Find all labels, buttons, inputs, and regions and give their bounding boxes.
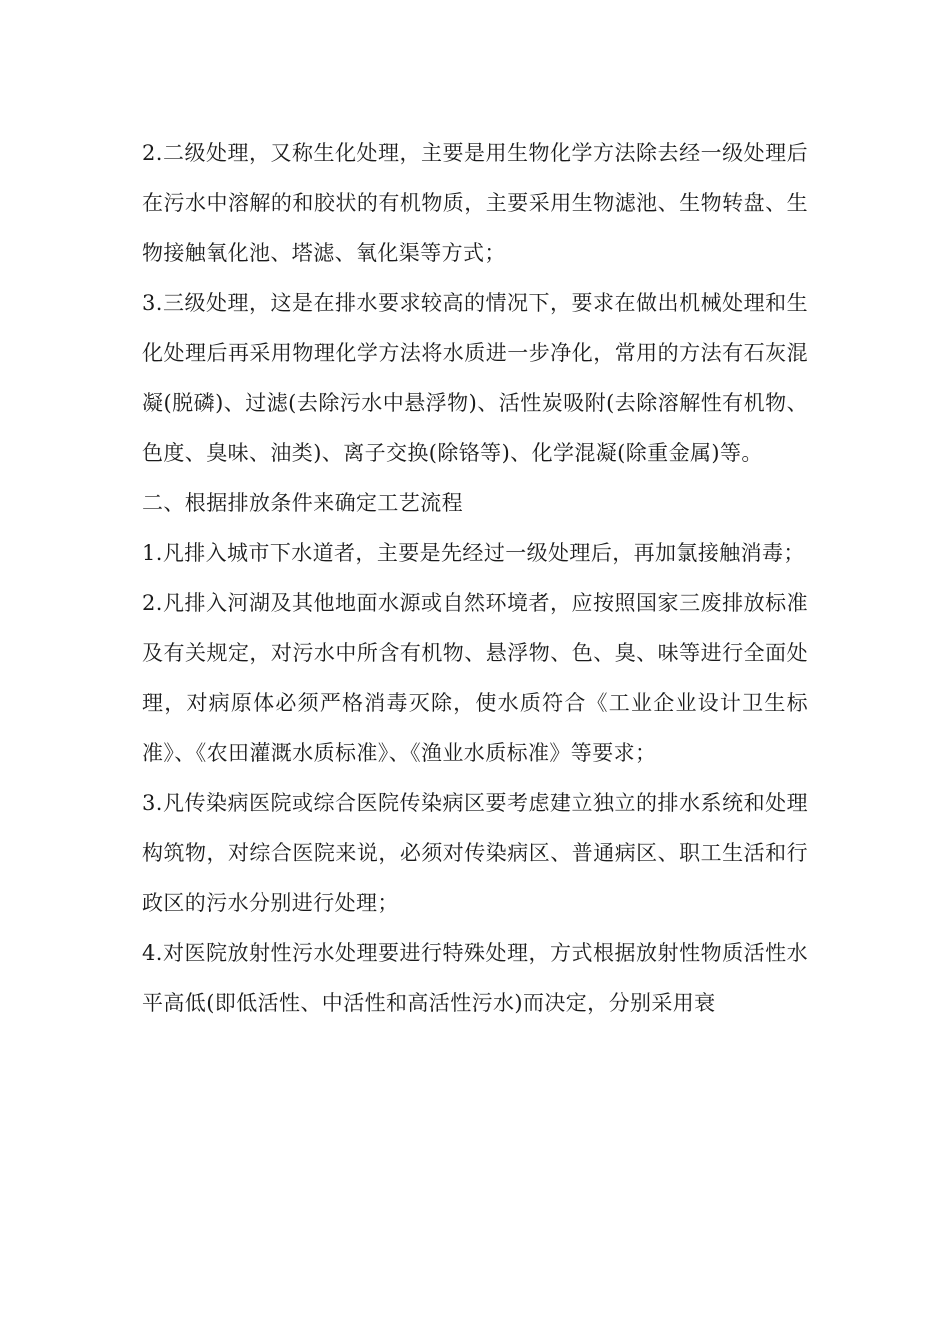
paragraph-secondary-treatment: 2.二级处理，又称生化处理，主要是用生物化学方法除去经一级处理后在污水中溶解的和胶状的有机物质，主要采用生物滤池、生物转盘、生物接触氧化池、塔滤、氧化渠等方式； [142,141,808,265]
paragraph-radioactive-wastewater: 4.对医院放射性污水处理要进行特殊处理，方式根据放射性物质活性水平高低(即低活性、中活性和高活性污水)而决定，分别采用衰 [142,941,808,1015]
paragraph-tertiary-treatment: 3.三级处理，这是在排水要求较高的情况下，要求在做出机械处理和生化处理后再采用物理化学方法将水质进一步净化，常用的方法有石灰混凝(脱磷)、过滤(去除污水中悬浮物)、活性炭吸附(去除溶解性有机物、色度、臭味、油类)、离子交换(除铬等)、化学混凝(除重金属)等。 [142,291,808,465]
paragraph-city-sewer: 1.凡排入城市下水道者，主要是先经过一级处理后，再加氯接触消毒； [142,541,805,565]
document-body [142,128,808,1028]
paragraph-natural-discharge: 2.凡排入河湖及其他地面水源或自然环境者，应按照国家三废排放标准及有关规定，对污水中所含有机物、悬浮物、色、臭、味等进行全面处理，对病原体必须严格消毒灭除，使水质符合《工业企业设计卫生标准》、《农田灌溉水质标准》、《渔业水质标准》等要求； [142,591,808,765]
paragraph-infectious-ward: 3.凡传染病医院或综合医院传染病区要考虑建立独立的排水系统和处理构筑物，对综合医院来说，必须对传染病区、普通病区、职工生活和行政区的污水分别进行处理； [142,791,808,915]
section-heading-process-flow: 二、根据排放条件来确定工艺流程 [142,491,463,515]
